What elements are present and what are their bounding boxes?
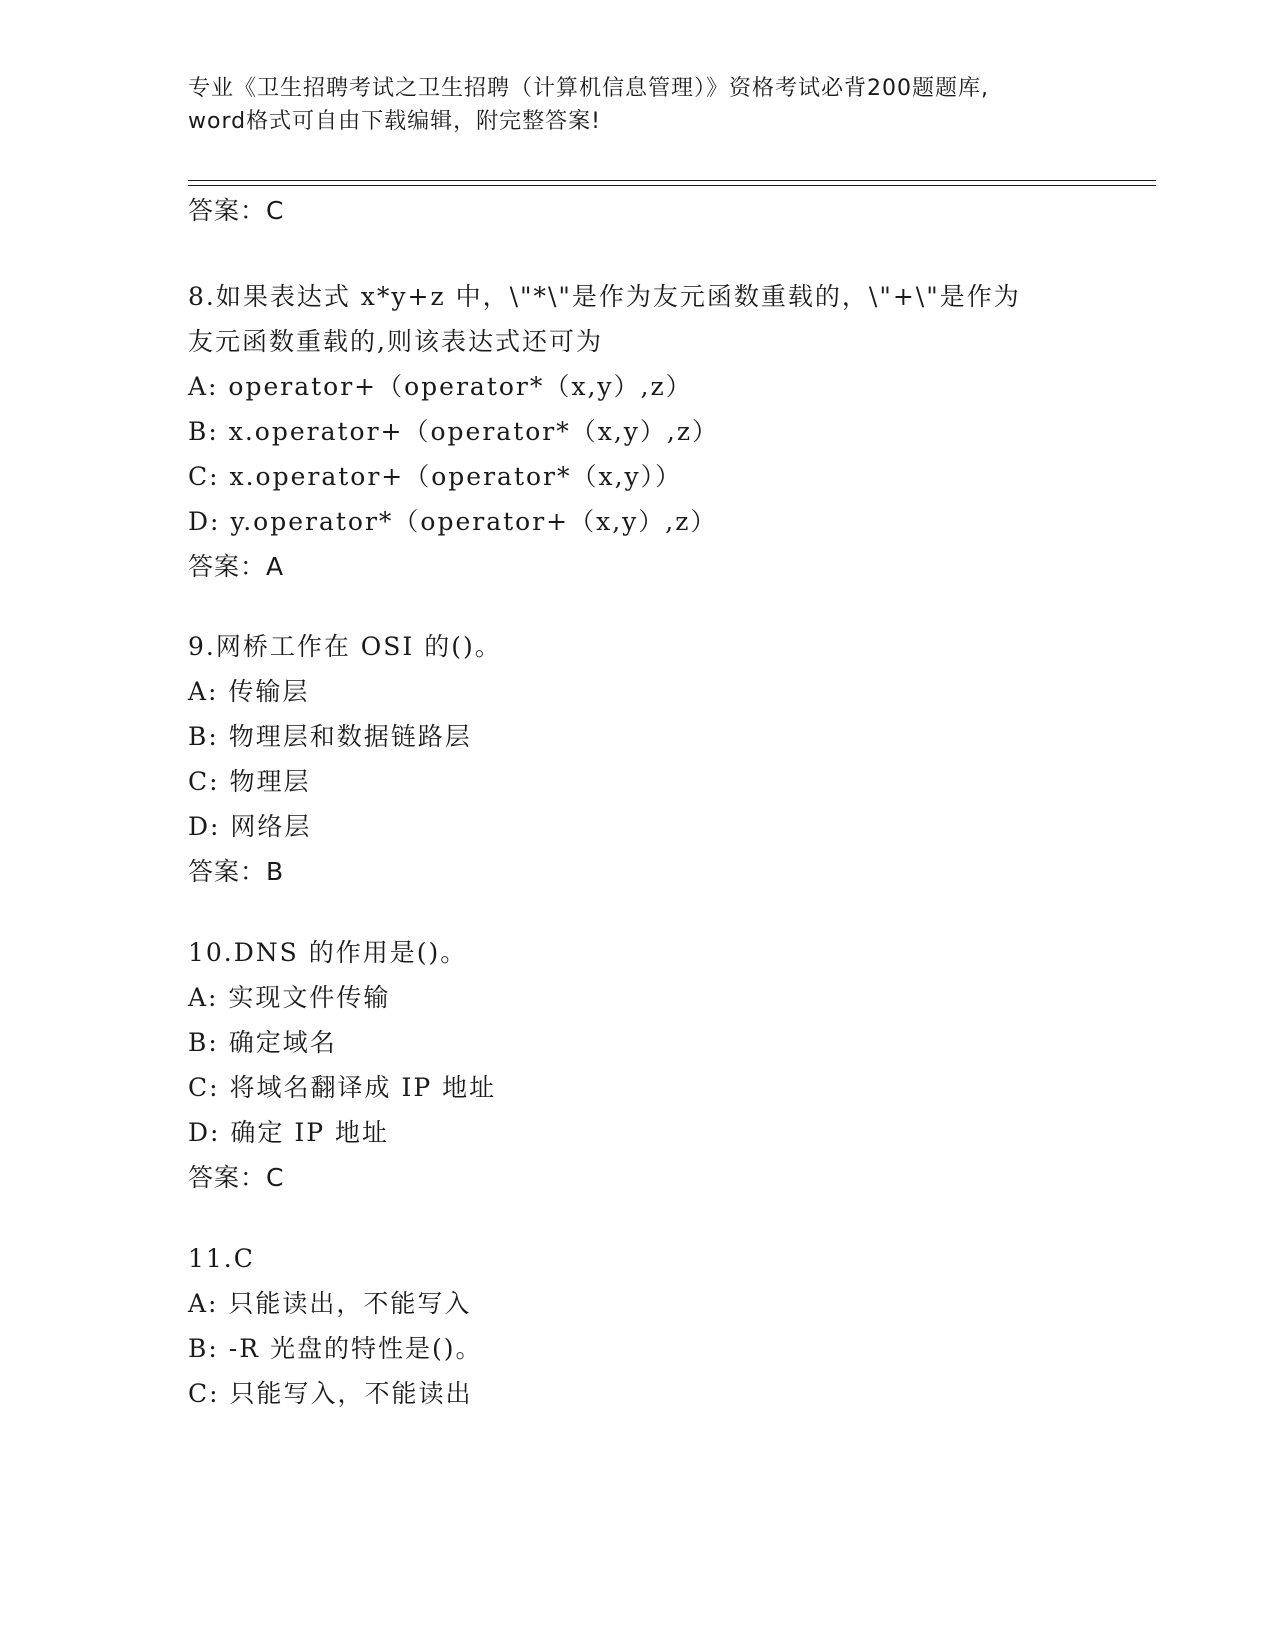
answer-label: 答案：A xyxy=(188,552,285,581)
option-d: D: 确定 IP 地址 xyxy=(188,1118,390,1147)
option-c: C: 将域名翻译成 IP 地址 xyxy=(188,1073,497,1102)
option-c: C: x.operator+（operator*（x,y）） xyxy=(188,462,683,491)
answer-label: 答案：C xyxy=(188,1163,285,1192)
document-header xyxy=(188,72,1088,138)
answer-label: 答案：B xyxy=(188,857,285,886)
question-stem-continued: 友元函数重载的,则该表达式还可为 xyxy=(188,327,603,356)
question-11 xyxy=(188,1236,1108,1416)
option-c: C: 物理层 xyxy=(188,767,311,796)
previous-answer-block xyxy=(188,188,1108,233)
header-line-2: word格式可自由下载编辑，附完整答案! xyxy=(188,109,601,134)
header-divider-bottom xyxy=(188,185,1156,186)
option-a: A: 只能读出，不能写入 xyxy=(188,1289,472,1318)
option-b: B: 物理层和数据链路层 xyxy=(188,722,472,751)
option-d: D: 网络层 xyxy=(188,812,312,841)
option-a: A: 传输层 xyxy=(188,677,310,706)
question-stem: 11.C xyxy=(188,1244,255,1273)
option-b: B: -R 光盘的特性是()。 xyxy=(188,1334,483,1363)
question-stem: 10.DNS 的作用是()。 xyxy=(188,938,468,967)
question-8 xyxy=(188,274,1108,589)
question-stem: 9.网桥工作在 OSI 的()。 xyxy=(188,632,502,661)
answer-label: 答案：C xyxy=(188,196,285,225)
option-c: C: 只能写入，不能读出 xyxy=(188,1379,473,1408)
option-a: A: operator+（operator*（x,y）,z） xyxy=(188,372,693,401)
header-divider-top xyxy=(188,180,1156,181)
question-stem: 8.如果表达式 x*y+z 中，\"*\"是作为友元函数重载的，\"+\"是作为 xyxy=(188,282,1021,311)
header-line-1: 专业《卫生招聘考试之卫生招聘（计算机信息管理）》资格考试必背200题题库, xyxy=(188,76,989,101)
question-9 xyxy=(188,624,1108,894)
option-a: A: 实现文件传输 xyxy=(188,983,391,1012)
option-b: B: 确定域名 xyxy=(188,1028,337,1057)
option-b: B: x.operator+（operator*（x,y）,z） xyxy=(188,417,720,446)
option-d: D: y.operator*（operator+（x,y）,z） xyxy=(188,507,718,536)
question-10 xyxy=(188,930,1108,1200)
